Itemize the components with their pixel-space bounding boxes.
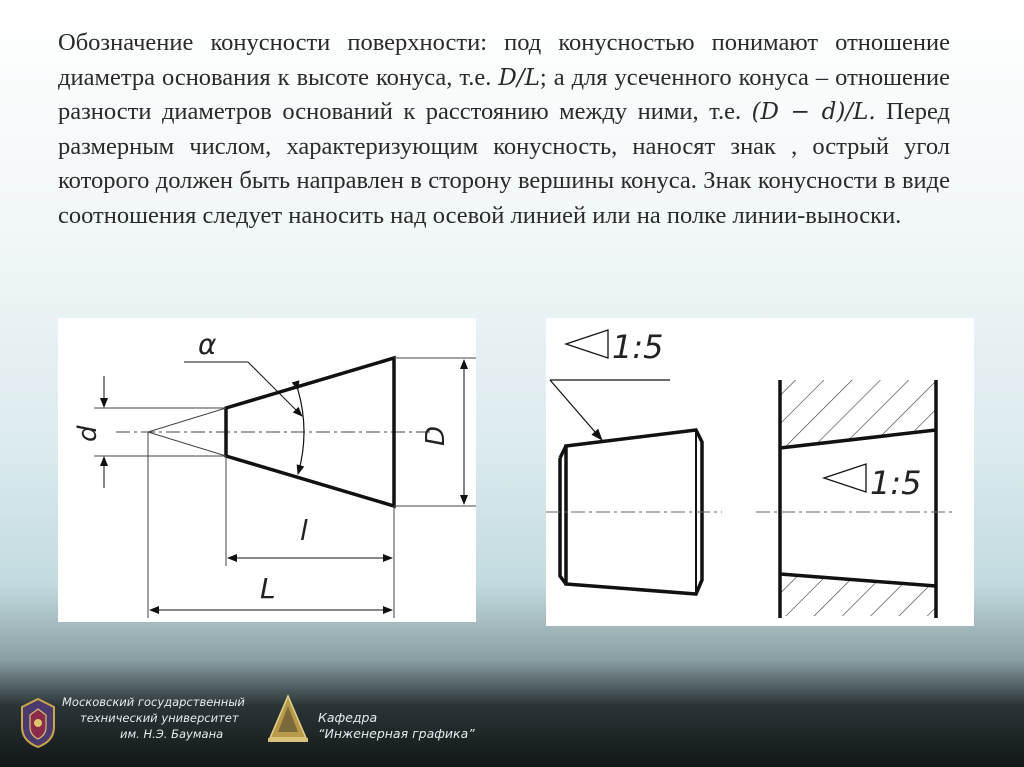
leader-line: [550, 380, 602, 440]
cone-drawing: [58, 318, 476, 622]
taper-sign-icon-2: [824, 464, 866, 492]
university-name: [62, 694, 245, 742]
formula-d-over-l: D/L: [498, 64, 540, 91]
university-crest-icon: [18, 697, 58, 749]
department-logo-icon: [266, 694, 310, 744]
apex-line-top: [148, 408, 226, 432]
taper-ratio-2: 1:5: [870, 464, 922, 502]
main-paragraph: [58, 26, 950, 234]
taper-ratio-1: 1:5: [612, 328, 664, 366]
university-line-3: им. Н.Э. Баумана: [120, 727, 224, 741]
formula-diff-over-l: (D − d)/L.: [751, 99, 876, 126]
label-l: l: [300, 514, 308, 547]
paragraph-text-2: ; а для усеченного конуса – отношение разности диаметров оснований к расстоянию между ними, т.е.: [58, 63, 950, 126]
university-line-1: Московский государственный: [62, 695, 245, 709]
department-name: [318, 710, 475, 742]
label-D: D: [421, 425, 451, 446]
paragraph-text-1: Обозначение конусности поверхности: под конусностью понимают отношение диаметра основания к высоте конуса, т.е.: [58, 29, 950, 91]
label-alpha: α: [198, 328, 217, 361]
taper-sign-icon-1: [566, 330, 608, 358]
label-d: d: [73, 425, 103, 442]
department-line-2: “Инженерная графика”: [318, 726, 475, 741]
taper-sign-figure: [546, 318, 974, 626]
paragraph-text-3: Перед размерным числом, характеризующим конусность, наносят знак , острый угол которого должен быть направлен в сторону вершины конуса. Знак конусности в виде соотношения следует наносить над осевой линией или на полке линии-выноски.: [58, 98, 950, 229]
apex-line-bottom: [148, 432, 226, 456]
taper-drawing: [546, 318, 974, 626]
university-line-2: технический университет: [80, 711, 239, 725]
cone-dimension-figure: [58, 318, 476, 622]
department-line-1: Кафедра: [318, 710, 378, 725]
label-L: L: [260, 572, 276, 605]
